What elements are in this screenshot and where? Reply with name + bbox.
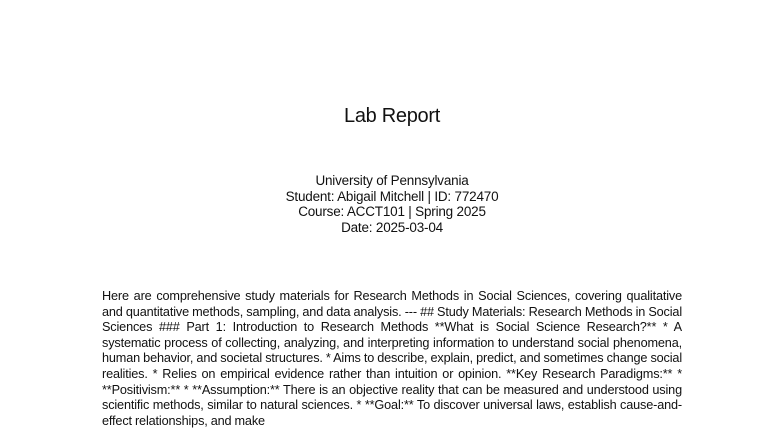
report-date: Date: 2025-03-04: [341, 219, 443, 235]
university-name: University of Pennsylvania: [315, 173, 469, 188]
course-info: Course: ACCT101 | Spring 2025: [298, 204, 486, 219]
student-info: Student: Abigail Mitchell | ID: 772470: [285, 188, 499, 204]
document-header-info: [0, 173, 784, 235]
document-title: Lab Report: [344, 105, 440, 127]
body-paragraph: Here are comprehensive study materials for Research Methods in Social Sciences, covering qualitative and quantitative methods, sampling, and data analysis. --- ## Study Materials: Research Methods in Social Sciences ### Part 1: Introduction to Research Methods **What is Social Science Research?** * A systematic process of collecting, analyzing, and interpreting information to understand social phenomena, human behavior, and societal structures. * Aims to describe, explain, predict, and sometimes change social realities. * Relies on empirical evidence rather than intuition or opinion. **Key Research Paradigms:** * **Positivism:** * **Assumption:** There is an objective reality that can be measured and understood using scientific methods, similar to natural sciences. * **Goal:** To discover universal laws, establish cause-and-effect relationships, and make: [102, 289, 682, 428]
